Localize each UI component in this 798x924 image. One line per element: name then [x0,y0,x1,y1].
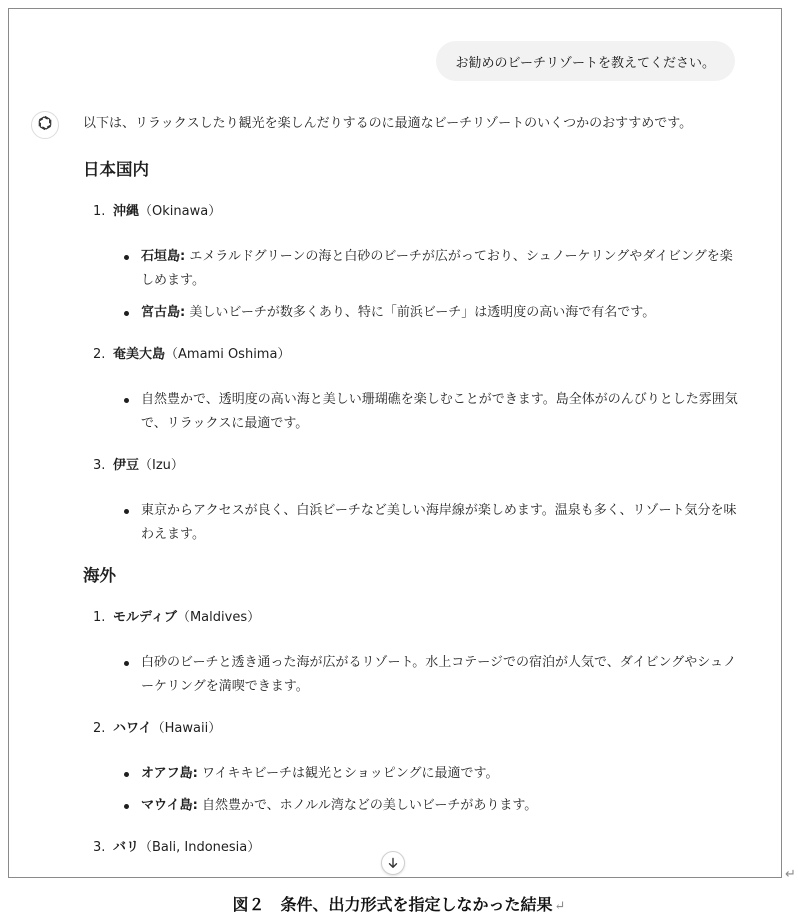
list-item [83,718,743,740]
list-item-paren: （Okinawa） [139,204,222,219]
list-number: 2. [93,347,106,362]
bullet-item [83,794,743,818]
list-item-paren: （Amami Oshima） [165,347,291,362]
list-number: 3. [93,458,106,473]
figure-caption [0,892,798,915]
bullet-text: 東京からアクセスが良く、白浜ビーチなど美しい海岸線が楽しめます。温泉も多く、リゾート気分を味わえます。 [141,503,737,542]
list-number: 3. [93,840,106,855]
openai-logo-icon [36,114,54,136]
paragraph-return-icon: ↵ [785,867,796,882]
bullet-text: 美しいビーチが数多くあり、特に「前浜ビーチ」は透明度の高い海で有名です。 [185,305,656,320]
list-item-name: バリ [113,840,140,855]
bullet-label: 宮古島: [141,305,186,320]
bullet-label: オアフ島: [141,766,198,781]
bullet-item [83,651,743,699]
assistant-avatar [31,111,59,139]
bullet-item [83,499,743,547]
scroll-to-bottom-button[interactable] [381,851,405,875]
chat-screenshot-frame [8,8,782,878]
list-number: 2. [93,721,106,736]
bullet-text: ワイキキビーチは観光とショッピングに最適です。 [197,766,499,781]
list-item-paren: （Izu） [139,458,184,473]
list-item [83,455,743,477]
user-message-text: お勧めのビーチリゾートを教えてください。 [455,55,715,71]
section-heading-japan: 日本国内 [83,160,149,179]
bullet-text: 自然豊かで、透明度の高い海と美しい珊瑚礁を楽しむことができます。島全体がのんびりとした雰囲気で、リラックスに最適です。 [141,392,738,431]
list-item [83,344,743,366]
arrow-down-icon [387,854,399,873]
list-item-name: モルディブ [113,610,177,625]
section-heading-overseas: 海外 [83,566,116,585]
list-item-paren: （Hawaii） [151,721,222,736]
list-item [83,201,743,223]
list-item-name: 伊豆 [113,458,140,473]
bullet-text: 自然豊かで、ホノルル湾などの美しいビーチがあります。 [197,798,538,813]
assistant-intro: 以下は、リラックスしたり観光を楽しんだりするのに最適なビーチリゾートのいくつかのおすすめです。 [83,116,693,131]
figure-caption-text: 図２ 条件、出力形式を指定しなかった結果 [232,895,553,914]
list-item-name: 沖縄 [113,204,140,219]
assistant-response [83,113,743,859]
list-item [83,607,743,629]
list-item [83,837,743,859]
bullet-item [83,762,743,786]
bullet-label: 石垣島: [141,249,186,264]
user-message-bubble [436,41,735,81]
list-number: 1. [93,610,106,625]
bullet-item [83,301,743,325]
list-item-paren: （Bali, Indonesia） [139,840,261,855]
bullet-text: 白砂のビーチと透き通った海が広がるリゾート。水上コテージでの宿泊が人気で、ダイビングやシュノーケリングを満喫できます。 [141,655,737,694]
list-item-paren: （Maldives） [176,610,261,625]
bullet-item [83,245,743,293]
bullet-label: マウイ島: [141,798,198,813]
list-item-name: ハワイ [113,721,152,736]
list-item-name: 奄美大島 [113,347,166,362]
paragraph-return-icon: ↵ [554,899,566,914]
list-number: 1. [93,204,106,219]
bullet-item [83,388,743,436]
bullet-text: エメラルドグリーンの海と白砂のビーチが広がっており、シュノーケリングやダイビングを楽しめます。 [141,249,733,288]
